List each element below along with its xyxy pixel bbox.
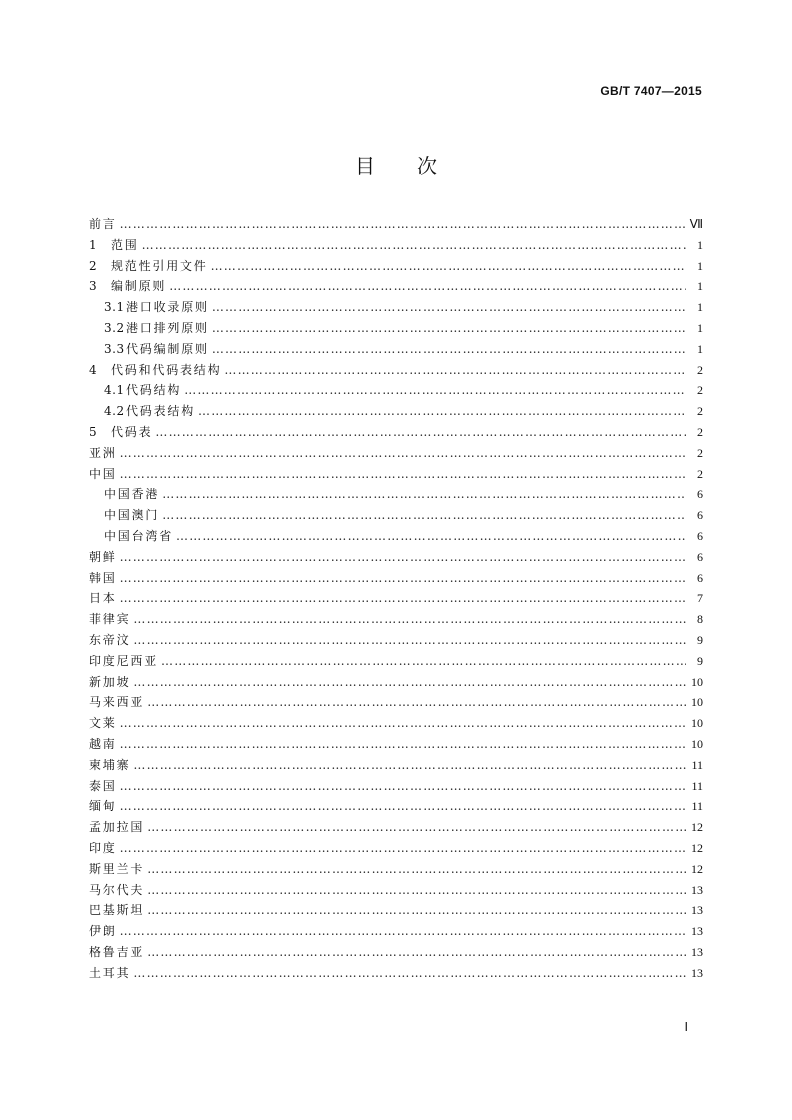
toc-entry-label: 菲律宾 (89, 612, 131, 627)
toc-entry-label: 缅甸 (89, 799, 117, 814)
toc-entry-label: 编制原则 (111, 279, 167, 294)
toc-entry[interactable] (89, 360, 703, 381)
toc-entry[interactable] (89, 256, 703, 277)
toc-entry-label: 马尔代夫 (89, 882, 145, 897)
toc-entry-label: 印度 (89, 840, 117, 855)
toc-entry-page: 1 (697, 300, 703, 315)
toc-leader-dots (120, 547, 686, 568)
toc-entry-page: 2 (697, 424, 703, 439)
toc-leader-dots (169, 276, 686, 297)
toc-leader-dots (184, 380, 686, 401)
title-char-1: 目 (355, 154, 375, 178)
toc-entry[interactable] (89, 630, 703, 651)
toc-leader-dots (212, 339, 686, 360)
toc-entry-label: 代码编制原则 (126, 341, 209, 356)
toc-entry-label: 孟加拉国 (89, 820, 145, 835)
toc-entry-label: 代码结构 (126, 383, 182, 398)
toc-leader-dots (147, 817, 686, 838)
toc-entry[interactable] (89, 817, 703, 838)
toc-entry-label: 代码和代码表结构 (111, 362, 222, 377)
toc-entry[interactable] (89, 921, 703, 942)
toc-entry-label: 泰国 (89, 778, 117, 793)
toc-entry[interactable] (89, 942, 703, 963)
toc-leader-dots (147, 859, 686, 880)
toc-entry-label: 马来西亚 (89, 695, 145, 710)
toc-entry-page: 1 (697, 258, 703, 273)
toc-entry-label: 印度尼西亚 (89, 653, 159, 668)
toc-entry[interactable] (89, 796, 703, 817)
toc-entry[interactable] (89, 672, 703, 693)
toc-entry-label: 中国澳门 (104, 508, 160, 523)
toc-leader-dots (120, 214, 686, 235)
toc-leader-dots (133, 755, 686, 776)
toc-entry[interactable] (89, 464, 703, 485)
toc-entry[interactable] (89, 505, 703, 526)
toc-entry-number: 4.1 (104, 383, 125, 398)
toc-leader-dots (198, 401, 686, 422)
toc-entry[interactable] (89, 692, 703, 713)
toc-entry[interactable] (89, 276, 703, 297)
toc-entry-label: 巴基斯坦 (89, 903, 145, 918)
toc-entry-label: 朝鲜 (89, 549, 117, 564)
toc-leader-dots (155, 422, 686, 443)
toc-leader-dots (133, 672, 686, 693)
toc-entry-label: 越南 (89, 736, 117, 751)
toc-entry-page: 11 (691, 778, 703, 793)
toc-entry[interactable] (89, 963, 703, 984)
toc-entry-number: 3.2 (104, 320, 125, 335)
toc-leader-dots (120, 796, 686, 817)
toc-entry-label: 中国 (89, 466, 117, 481)
toc-entry[interactable] (89, 734, 703, 755)
toc-leader-dots (147, 900, 686, 921)
standard-number: GB/T 7407—2015 (600, 84, 702, 98)
toc-entry-page: 8 (697, 612, 703, 627)
toc-entry-page: 9 (697, 632, 703, 647)
toc-entry-page: 6 (697, 570, 703, 585)
toc-entry-label: 日本 (89, 591, 117, 606)
toc-entry-number: 1 (89, 237, 98, 252)
toc-entry[interactable] (89, 755, 703, 776)
toc-entry-page: 13 (691, 965, 703, 980)
toc-entry-page: 10 (691, 716, 703, 731)
toc-entry-page: 6 (697, 549, 703, 564)
toc-entry-label: 土耳其 (89, 965, 131, 980)
toc-entry-page: 7 (697, 591, 703, 606)
toc-entry-label: 中国香港 (104, 487, 160, 502)
toc-leader-dots (212, 297, 686, 318)
toc-entry-page: 2 (697, 466, 703, 481)
toc-entry-page: 11 (691, 799, 703, 814)
toc-entry-label: 前言 (89, 217, 117, 231)
toc-entry-page: 1 (697, 279, 703, 294)
toc-entry-label: 格鲁吉亚 (89, 944, 145, 959)
toc-entry-number: 3.3 (104, 341, 125, 356)
toc-entry-label: 范围 (111, 237, 139, 252)
toc-entry[interactable] (89, 776, 703, 797)
toc-leader-dots (147, 880, 686, 901)
toc-entry[interactable] (89, 484, 703, 505)
toc-entry-label: 港口收录原则 (126, 300, 209, 315)
toc-entry-page: 13 (691, 882, 703, 897)
page-folio: Ⅰ (684, 1020, 688, 1034)
toc-entry-label: 柬埔寨 (89, 757, 131, 772)
toc-leader-dots (120, 734, 686, 755)
toc-leader-dots (212, 318, 686, 339)
toc-leader-dots (162, 484, 686, 505)
toc-entry-page: 12 (691, 820, 703, 835)
toc-leader-dots (161, 651, 686, 672)
toc-entry-label: 韩国 (89, 570, 117, 585)
toc-entry-page: 10 (691, 736, 703, 751)
toc-entry[interactable] (89, 880, 703, 901)
toc-entry-page: 6 (697, 487, 703, 502)
toc-leader-dots (142, 235, 686, 256)
toc-entry-label: 规范性引用文件 (111, 258, 208, 273)
toc-entry-page: 6 (697, 528, 703, 543)
toc-entry[interactable] (89, 318, 703, 339)
toc-entry[interactable] (89, 235, 703, 256)
toc-entry[interactable] (89, 422, 703, 443)
toc-entry[interactable] (89, 297, 703, 318)
toc-entry[interactable] (89, 380, 703, 401)
toc-leader-dots (120, 713, 686, 734)
toc-entry-page: 12 (691, 861, 703, 876)
toc-entry-page: 10 (691, 674, 703, 689)
toc-entry-label: 代码表结构 (126, 404, 196, 419)
toc-entry-label: 伊朗 (89, 924, 117, 939)
toc-entry[interactable] (89, 900, 703, 921)
toc-entry-page: 10 (691, 695, 703, 710)
toc-entry-label: 亚洲 (89, 445, 117, 460)
toc-leader-dots (147, 692, 686, 713)
toc-leader-dots (162, 505, 686, 526)
toc-leader-dots (211, 256, 686, 277)
toc-entry-page: 6 (697, 508, 703, 523)
toc-entry-page: 2 (697, 383, 703, 398)
toc-entry-label: 中国台湾省 (104, 528, 174, 543)
toc-leader-dots (133, 630, 686, 651)
toc-entry-page: 1 (697, 341, 703, 356)
toc-entry-page: 13 (691, 924, 703, 939)
toc-entry-page: 1 (697, 237, 703, 252)
toc-entry[interactable] (89, 838, 703, 859)
toc-leader-dots (147, 942, 686, 963)
toc-entry-number: 5 (89, 424, 98, 439)
toc-entry-page: 2 (697, 404, 703, 419)
page-title (0, 150, 792, 179)
toc-entry-label: 港口排列原则 (126, 320, 209, 335)
toc-entry[interactable] (89, 651, 703, 672)
toc-entry-label: 文莱 (89, 716, 117, 731)
table-of-contents (89, 214, 703, 983)
toc-entry[interactable] (89, 214, 703, 235)
toc-entry-page: 13 (691, 944, 703, 959)
toc-entry[interactable] (89, 609, 703, 630)
toc-entry[interactable] (89, 401, 703, 422)
toc-entry[interactable] (89, 443, 703, 464)
toc-entry-number: 4.2 (104, 404, 125, 419)
toc-leader-dots (133, 609, 686, 630)
toc-entry-label: 斯里兰卡 (89, 861, 145, 876)
toc-entry-number: 3 (89, 279, 98, 294)
toc-entry-page: 2 (697, 362, 703, 377)
toc-entry-page: 9 (697, 653, 703, 668)
toc-leader-dots (120, 588, 686, 609)
toc-entry-page: 12 (691, 840, 703, 855)
toc-entry[interactable] (89, 588, 703, 609)
toc-entry-label: 新加坡 (89, 674, 131, 689)
toc-leader-dots (133, 963, 686, 984)
toc-entry[interactable] (89, 526, 703, 547)
title-char-2: 次 (417, 154, 437, 178)
toc-leader-dots (120, 464, 686, 485)
toc-leader-dots (120, 921, 686, 942)
toc-entry-page: 11 (691, 757, 703, 772)
toc-entry[interactable] (89, 568, 703, 589)
toc-entry-number: 4 (89, 362, 98, 377)
toc-leader-dots (120, 443, 686, 464)
toc-entry-label: 东帝汶 (89, 632, 131, 647)
toc-entry-number: 3.1 (104, 300, 125, 315)
toc-entry-number: 2 (89, 258, 98, 273)
toc-entry-page: 13 (691, 903, 703, 918)
toc-entry[interactable] (89, 713, 703, 734)
toc-leader-dots (120, 568, 686, 589)
toc-entry[interactable] (89, 859, 703, 880)
toc-leader-dots (176, 526, 686, 547)
toc-entry-page: Ⅶ (689, 217, 703, 231)
toc-leader-dots (120, 838, 686, 859)
toc-entry[interactable] (89, 547, 703, 568)
toc-leader-dots (224, 360, 686, 381)
toc-entry[interactable] (89, 339, 703, 360)
toc-entry-page: 2 (697, 445, 703, 460)
toc-leader-dots (120, 776, 686, 797)
toc-entry-label: 代码表 (111, 424, 153, 439)
toc-entry-page: 1 (697, 320, 703, 335)
